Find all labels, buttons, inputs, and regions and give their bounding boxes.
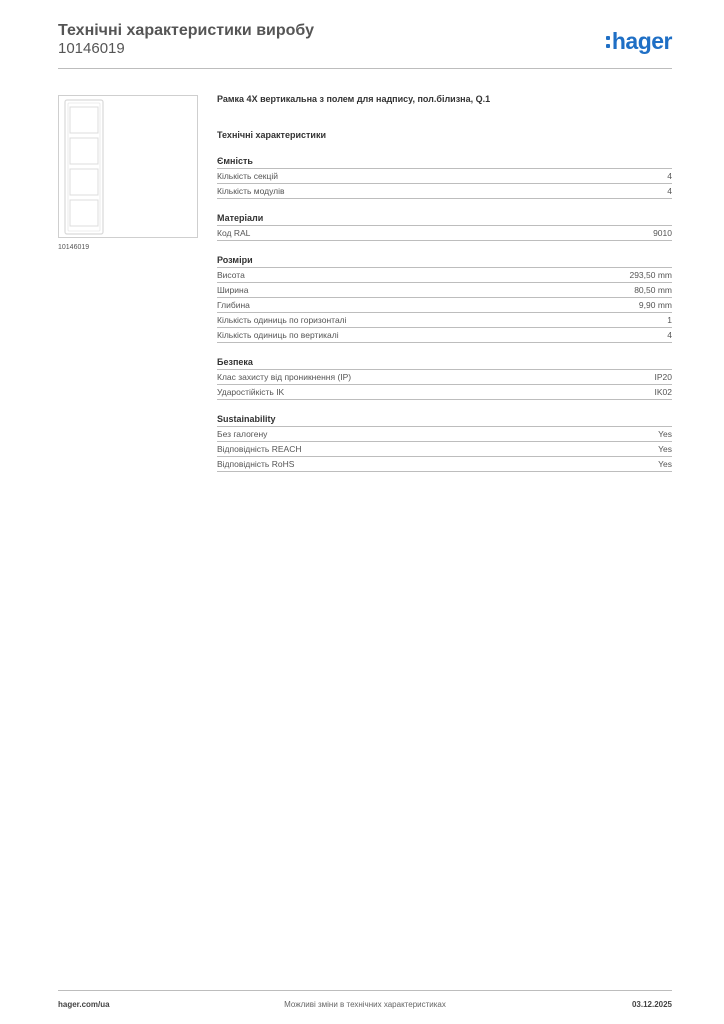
specs-title: Технічні характеристики xyxy=(217,130,326,140)
specifications xyxy=(217,92,672,472)
spec-label: Кількість одиниць по вертикалі xyxy=(217,330,339,340)
section-title: Безпека xyxy=(217,355,672,370)
spec-label: Висота xyxy=(217,270,245,280)
footer-note: Можливі зміни в технічних характеристиках xyxy=(284,1000,446,1009)
spec-row xyxy=(217,283,672,298)
section-title: Ємність xyxy=(217,154,672,169)
spec-row xyxy=(217,457,672,472)
logo-text: hager xyxy=(611,28,672,54)
document-title: Технічні характеристики виробу xyxy=(58,22,314,39)
spec-label: Ударостійкість IK xyxy=(217,387,285,397)
product-image xyxy=(58,95,198,238)
spec-row xyxy=(217,370,672,385)
spec-label: Кількість модулів xyxy=(217,186,285,196)
spec-label: Відповідність RoHS xyxy=(217,459,295,469)
spec-label: Ширина xyxy=(217,285,249,295)
spec-value: IP20 xyxy=(654,372,672,382)
spec-row xyxy=(217,427,672,442)
section-title: Розміри xyxy=(217,253,672,268)
spec-label: Глибина xyxy=(217,300,250,310)
spec-row xyxy=(217,298,672,313)
hager-logo xyxy=(606,28,672,55)
spec-value: 9,90 mm xyxy=(638,300,672,310)
spec-row xyxy=(217,385,672,400)
spec-section-sustainability xyxy=(217,412,672,472)
spec-row xyxy=(217,268,672,283)
spec-section-capacity xyxy=(217,154,672,199)
spec-value: 4 xyxy=(667,330,672,340)
page-header xyxy=(58,20,672,69)
spec-row xyxy=(217,442,672,457)
spec-value: 4 xyxy=(667,171,672,181)
spec-label: Клас захисту від проникнення (IP) xyxy=(217,372,352,382)
footer-date: 03.12.2025 xyxy=(631,1000,672,1009)
spec-value: Yes xyxy=(658,444,672,454)
spec-section-materials xyxy=(217,211,672,241)
section-title: Матеріали xyxy=(217,211,672,226)
section-title: Sustainability xyxy=(217,412,672,427)
logo-dots-icon xyxy=(606,33,611,51)
spec-row xyxy=(217,184,672,199)
spec-label: Код RAL xyxy=(217,228,251,238)
spec-value: Yes xyxy=(658,459,672,469)
spec-value: 9010 xyxy=(653,228,672,238)
frame-illustration xyxy=(64,99,104,235)
product-code: 10146019 xyxy=(58,40,125,57)
spec-label: Кількість секцій xyxy=(217,171,278,181)
spec-row xyxy=(217,169,672,184)
spec-value: 293,50 mm xyxy=(629,270,672,280)
spec-value: 80,50 mm xyxy=(634,285,672,295)
page-footer xyxy=(58,990,672,1015)
footer-website-link[interactable]: hager.com/ua xyxy=(58,1000,110,1009)
product-name: Рамка 4X вертикальна з полем для надпису, пол.білизна, Q.1 xyxy=(217,94,491,104)
spec-value: IK02 xyxy=(654,387,672,397)
spec-label: Без галогену xyxy=(217,429,268,439)
spec-value: Yes xyxy=(658,429,672,439)
spec-value: 4 xyxy=(667,186,672,196)
spec-section-dimensions xyxy=(217,253,672,343)
image-caption: 10146019 xyxy=(58,244,90,251)
spec-row xyxy=(217,313,672,328)
spec-row xyxy=(217,328,672,343)
spec-label: Кількість одиниць по горизонталі xyxy=(217,315,347,325)
spec-value: 1 xyxy=(667,315,672,325)
spec-section-safety xyxy=(217,355,672,400)
spec-row xyxy=(217,226,672,241)
spec-label: Відповідність REACH xyxy=(217,444,302,454)
